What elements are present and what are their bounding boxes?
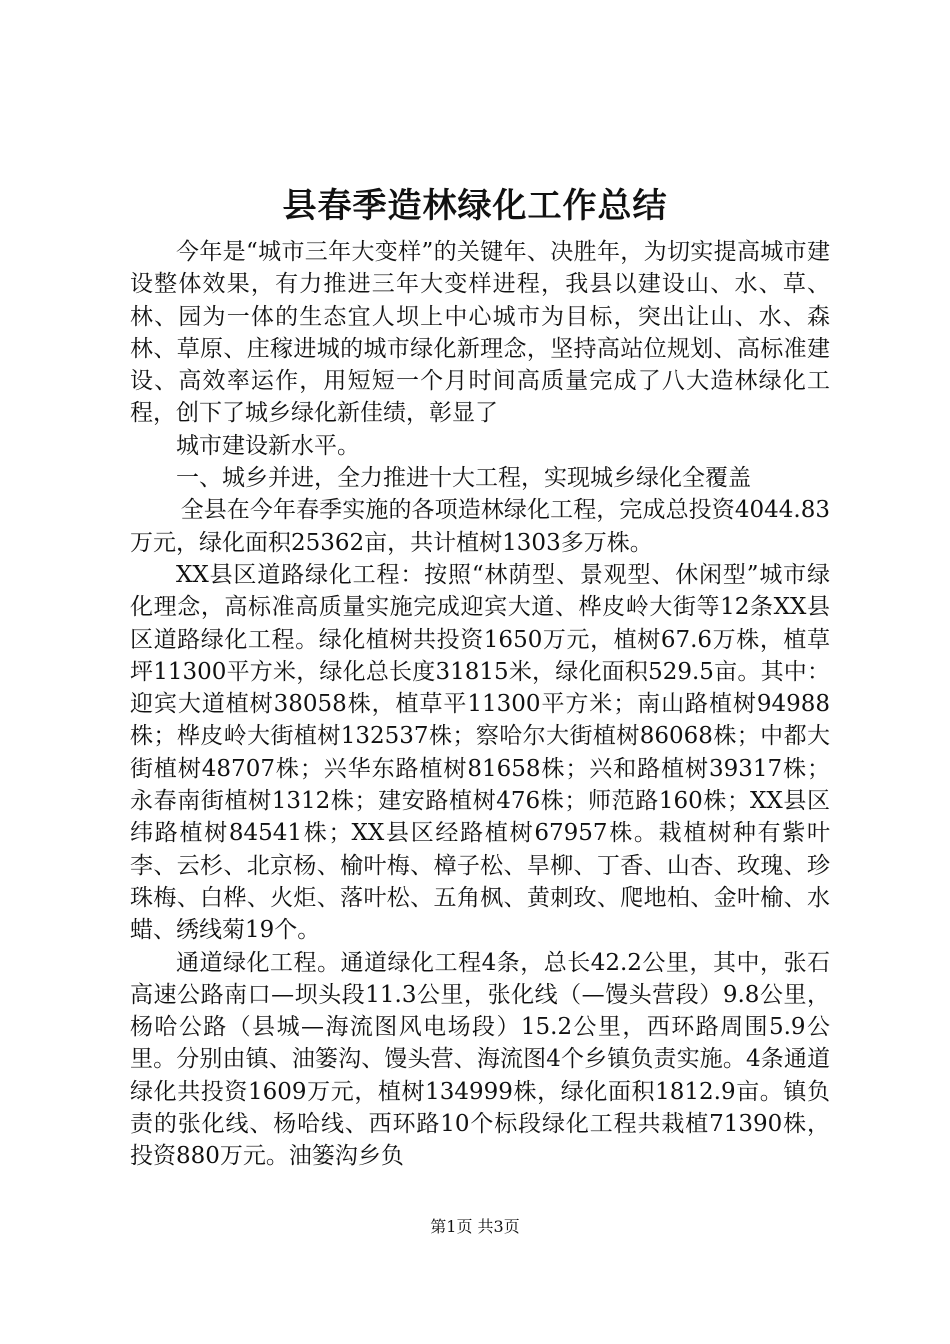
page-footer: 第1页 共3页 xyxy=(430,1217,520,1236)
paragraph-intro: 今年是“城市三年大变样”的关键年、决胜年，为切实提高城市建设整体效果，有力推进三年大变样进程，我县以建设山、水、草、林、园为一体的生态宜人坝上中心城市为目标，突出让山、水、森林、草原、庄稼进城的城市绿化新理念，坚持高站位规划、高标准建设、高效率运作，用短短一个月时间高质量完成了八大造林绿化工程，创下了城乡绿化新佳绩，彰显了 xyxy=(130,239,830,427)
paragraph-road-greening: XX县区道路绿化工程：按照“林荫型、景观型、休闲型”城市绿化理念，高标准高质量实施完成迎宾大道、桦皮岭大街等12条XX县区道路绿化工程。绿化植树共投资1650万元，植树67.6万株，植草坪11300平方米，绿化总长度31815米，绿化面积529.5亩。其中：迎宾大道植树38058株，植草平11300平方米；南山路植树94988株；桦皮岭大街植树132537株；察哈尔大街植树86068株；中都大街植树48707株；兴华东路植树81658株；兴和路植树39317株；永春南街植树1312株；建安路植树476株；师范路160株；XX县区纬路植树84541株；XX县区经路植树67957株。栽植树种有紫叶李、云杉、北京杨、榆叶梅、樟子松、旱柳、丁香、山杏、玫瑰、珍珠梅、白桦、火炬、落叶松、五角枫、黄刺玫、爬地柏、金叶榆、水蜡、绣线菊19个。 xyxy=(130,561,830,944)
document-body xyxy=(130,236,830,1173)
document-title: 县春季造林绿化工作总结 xyxy=(282,186,668,226)
paragraph-corridor-greening: 通道绿化工程。通道绿化工程4条，总长42.2公里，其中，张石高速公路南口—坝头段11.3公里，张化线（—馒头营段）9.8公里，杨哈公路（县城—海流图风电场段）15.2公里，西环路周围5.9公里。分别由镇、油篓沟、馒头营、海流图4个乡镇负责实施。4条通道绿化共投资1609万元，植树134999株，绿化面积1812.9亩。镇负责的张化线、杨哈线、西环路10个标段绿化工程共栽植71390株，投资880万元。油篓沟乡负 xyxy=(130,949,830,1170)
section-heading: 一、城乡并进，全力推进十大工程，实现城乡绿化全覆盖 xyxy=(176,465,751,492)
paragraph-summary: 全县在今年春季实施的各项造林绿化工程，完成总投资4044.83万元，绿化面积25362亩，共计植树1303多万株。 xyxy=(130,497,830,556)
paragraph-continuation: 城市建设新水平。 xyxy=(176,432,360,459)
